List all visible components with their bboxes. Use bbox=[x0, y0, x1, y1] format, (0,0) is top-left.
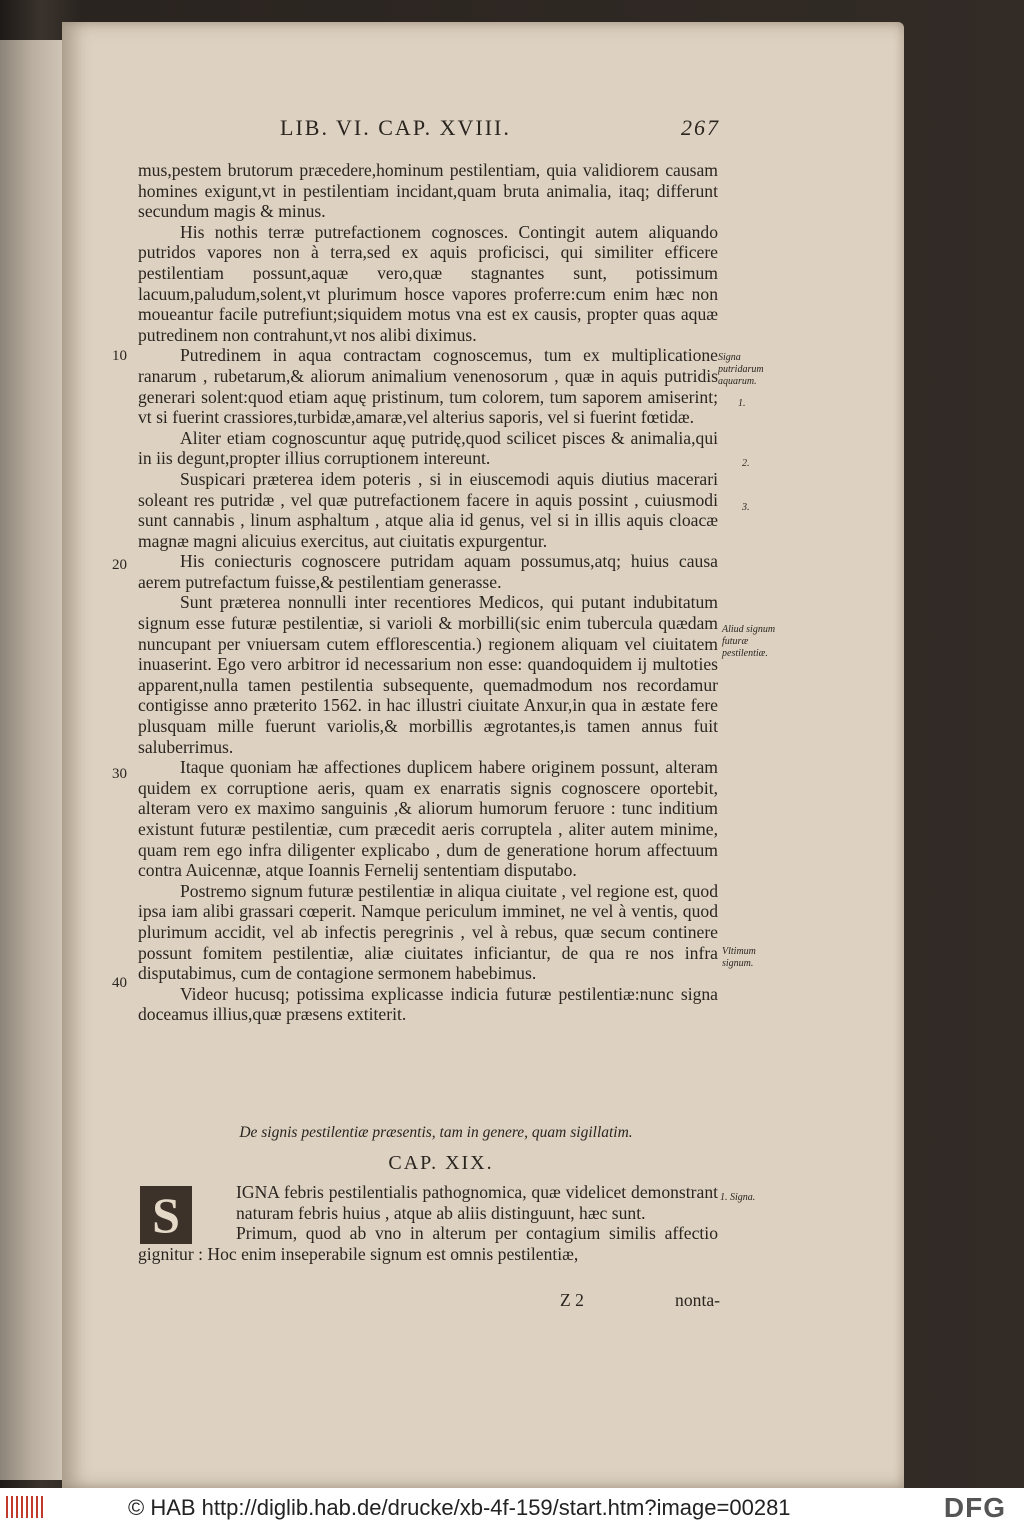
paragraph: Videor hucusq; potissima explicasse indicia futuræ pestilentiæ:nunc signa doceamus illius,quæ præsens extiterit. bbox=[138, 983, 718, 1025]
line-number: 10 bbox=[112, 348, 127, 364]
paragraph: IGNA febris pestilentialis pathognomica, quæ videlicet demonstrant naturam febris huius , atque ab aliis distinguunt, hæc sunt. bbox=[236, 1182, 718, 1223]
facing-page-edge bbox=[0, 40, 62, 1480]
paragraph: Sunt præterea nonnulli inter recentiores Medicos, qui putant indubitatum signum esse futuræ pestilentiæ, si varioli & morbilli(sic enim tubercula quædam nuncupant per vniuersam cutem efflorescentia.) regionem aliquam vel ciuitatem inuaserint. Ego vero arbitror id necessarium non esse: quandoquidem ij multoties apparent,nulla tamen pestilentia subsequente, quemadmodum nos recordamur contigisse anno præterito 1562. in hac illustri ciuitate Anxur,in qua in æstate fere plusquam mille fuerunt variolis,& morbillis ægrotantes,is tamen annus fuit saluberrimus. bbox=[138, 592, 718, 757]
marginal-note: Aliud signum futuræ pestilentiæ. bbox=[722, 624, 776, 659]
marginal-note: 1. Signa. bbox=[720, 1192, 756, 1203]
paragraph: His coniecturis cognoscere putridam aquam possumus,atq; huius causa aerem putrefactum fuisse,& pestilentiam generasse. bbox=[138, 551, 718, 592]
marginal-note: Signa putridarum aquarum. bbox=[718, 352, 764, 387]
line-number: 40 bbox=[112, 975, 127, 991]
footer-bar bbox=[0, 1488, 1024, 1526]
marginal-note: 3. bbox=[742, 502, 750, 513]
barcode-icon bbox=[6, 1496, 46, 1518]
catchword: nonta- bbox=[675, 1290, 720, 1310]
page-number: 267 bbox=[681, 115, 720, 140]
marginal-note: Vltimum signum. bbox=[722, 946, 756, 969]
line-number: 20 bbox=[112, 557, 127, 573]
paragraph: Putredinem in aqua contractam cognoscemus, tum ex multiplicatione ranarum , rubetarum,& aliorum animalium venenosorum , quæ in aquis putridis generari solent:quod etiam aquę pristinum, tum colorem, tum saporem amiserint; vt si fuerint crassiores,turbidæ,amaræ,vel alterius saporis, vel si fuerint fœtidæ. bbox=[138, 345, 718, 428]
body-text bbox=[138, 160, 718, 1025]
chapter-text bbox=[138, 1182, 718, 1264]
paragraph: Suspicari præterea idem poteris , si in eiuscemodi aquis diutius macerari soleant res putridæ , vel quæ putrefactionem facere in aquis possint , cuiusmodi sunt cannabis , linum asphaltum , atque alia id genus, vel si in illis aquis cloacæ magnæ magni alicuius exercitus, aut ciuitatis expurgentur. bbox=[138, 468, 718, 551]
paragraph: Postremo signum futuræ pestilentiæ in aliqua ciuitate , vel regione est, quod ipsa iam alibi grassari cœperit. Namque periculum imminet, ne vel à ventis, quod plurimum accidit, vel ab infectis peregrinis , vel à rebus, quæ secum continere possunt fomitem pestilentiæ, aliæ ciuitates inficiantur, de qua re nos infra disputabimus, cum de contagione sermonem habebimus. bbox=[138, 880, 718, 984]
marginal-note: 2. bbox=[742, 458, 750, 469]
line-number: 30 bbox=[112, 766, 127, 782]
paragraph: Aliter etiam cognoscuntur aquę putridę,quod scilicet pisces & animalia,qui in iis degunt,propter illius corruptionem intereunt. bbox=[138, 427, 718, 469]
chapter-title: CAP. XIX. bbox=[388, 1152, 494, 1174]
header-title: LIB. VI. CAP. XVIII. bbox=[280, 115, 511, 140]
dfg-logo: DFG bbox=[943, 1492, 1006, 1523]
paragraph: Primum, quod ab vno in alterum per contagium similis affectio gignitur : Hoc enim inseperabile signum est omnis pestilentiæ, bbox=[138, 1223, 718, 1264]
credit-link[interactable]: © HAB http://diglib.hab.de/drucke/xb-4f-159/start.htm?image=00281 bbox=[128, 1495, 791, 1520]
paragraph: mus,pestem brutorum præcedere,hominum pestilentiam, quia validiorem causam homines exigunt,vt in pestilentiam incidant,quam bruta animalia, itaq; differunt secundum magis & minus. bbox=[138, 160, 718, 222]
decorated-initial: S bbox=[140, 1186, 192, 1244]
paragraph: Itaque quoniam hæ affectiones duplicem habere originem possunt, alteram quidem ex corruptione aeris, quam ex enarratis signis cognoscere oportebit, alteram vero ex maximo sanguinis ,& aliorum humorum feruore : tunc inditium existunt futuræ pestilentiæ, cum præcedit aeris corruptela , aliter autem minime, quam rem ego infra diligenter explicabo , dum de generatione horum affectuum contra Auicennæ, atque Ioannis Fernelij sententiam disputabo. bbox=[138, 757, 718, 881]
marginal-note: 1. bbox=[738, 398, 746, 409]
signature-mark: Z 2 bbox=[560, 1290, 584, 1310]
paragraph: His nothis terræ putrefactionem cognosces. Contingit autem aliquando putridos vapores non à terra,sed ex aquis proficisci, qui similiter efficere pestilentiam possunt,aquæ vero,quæ stagnantes sunt, potissimum lacuum,paludum,solent,vt plurimum hosce vapores proferre:cum enim hæc non moueantur facile putrefiunt;siquidem motus vna est ex causis, propter quas aquæ putredinem non contrahunt,vt nos alibi diximus. bbox=[138, 221, 718, 345]
section-title: De signis pestilentiæ præsentis, tam in genere, quam sigillatim. bbox=[239, 1124, 633, 1141]
